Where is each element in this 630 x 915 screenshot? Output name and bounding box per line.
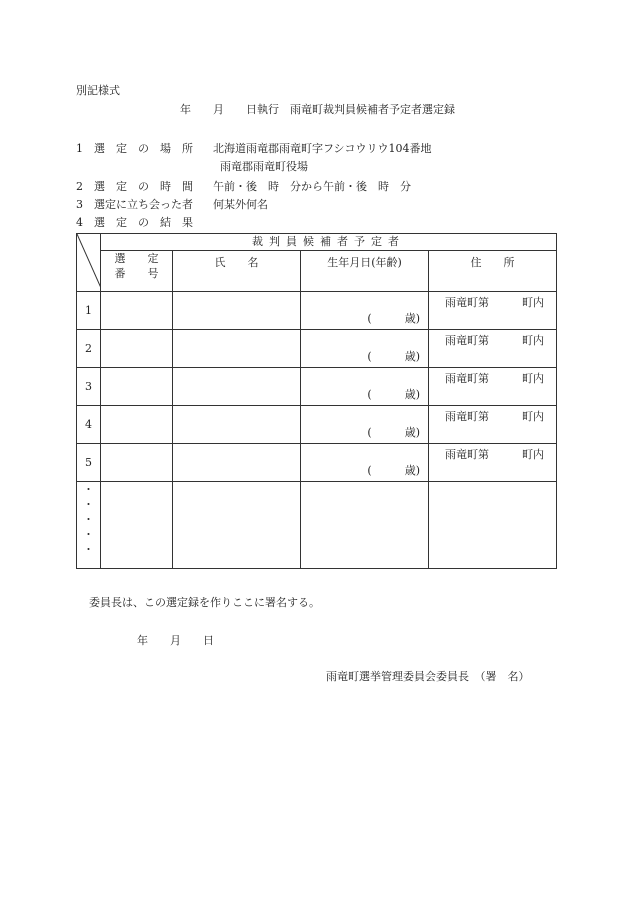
dot: ・ — [83, 483, 94, 496]
birthdate-cell — [301, 482, 429, 569]
item-3-label: 3 選定に立ち会った者 — [76, 198, 193, 211]
age-placeholder: ( 歳) — [367, 464, 420, 477]
row-number: 2 — [77, 330, 101, 368]
age-placeholder: ( 歳) — [367, 312, 420, 325]
address-placeholder: 雨竜町第 町内 — [445, 448, 544, 461]
table-row — [77, 368, 557, 406]
address-placeholder: 雨竜町第 町内 — [445, 296, 544, 309]
birthdate-cell — [301, 330, 429, 368]
item-4-label: 4 選 定 の 結 果 — [76, 216, 193, 229]
header-selection-number — [101, 251, 173, 292]
item-3-value: 何某外何名 — [213, 198, 268, 211]
table-row — [77, 444, 557, 482]
item-1-value-2: 雨竜郡雨竜町役場 — [220, 160, 308, 173]
dot: ・ — [83, 498, 94, 511]
form-label: 別記様式 — [76, 84, 120, 97]
date-line: 年 月 日 — [137, 634, 214, 647]
item-1-value: 北海道雨竜郡雨竜町字フシコウリウ104番地 — [213, 142, 432, 155]
row-number: 4 — [77, 406, 101, 444]
continuation-row — [77, 482, 557, 569]
row-number: 5 — [77, 444, 101, 482]
selection-number-cell — [101, 368, 173, 406]
signature-line: 雨竜町選挙管理委員会委員長 （署 名） — [326, 670, 530, 683]
diagonal-line — [77, 234, 101, 288]
closing-statement: 委員長は、この選定録を作りここに署名する。 — [89, 596, 320, 609]
header-name: 氏 名 — [173, 251, 301, 292]
address-cell — [429, 444, 557, 482]
row-number: 1 — [77, 292, 101, 330]
continuation-dots — [77, 482, 101, 569]
address-cell — [429, 368, 557, 406]
selection-number-cell — [101, 292, 173, 330]
address-cell — [429, 406, 557, 444]
age-placeholder: ( 歳) — [367, 350, 420, 363]
table-row — [77, 330, 557, 368]
birthdate-cell — [301, 292, 429, 330]
address-cell — [429, 330, 557, 368]
address-cell — [429, 482, 557, 569]
selection-number-cell — [101, 444, 173, 482]
item-1-label: 1 選 定 の 場 所 — [76, 142, 193, 155]
name-cell — [173, 292, 301, 330]
birthdate-cell — [301, 444, 429, 482]
header-birthdate: 生年月日(年齢) — [301, 251, 429, 292]
selection-number-cell — [101, 482, 173, 569]
address-placeholder: 雨竜町第 町内 — [445, 410, 544, 423]
dot: ・ — [83, 528, 94, 541]
address-placeholder: 雨竜町第 町内 — [445, 334, 544, 347]
diagonal-corner-cell — [77, 234, 101, 292]
name-cell — [173, 368, 301, 406]
dot: ・ — [83, 513, 94, 526]
name-cell — [173, 330, 301, 368]
address-cell — [429, 292, 557, 330]
table-row — [77, 406, 557, 444]
selection-number-cell — [101, 330, 173, 368]
document-title: 年 月 日執行 雨竜町裁判員候補者予定者選定録 — [180, 103, 455, 116]
header-selection-number-line2: 番 号 — [114, 267, 159, 280]
item-2-value: 午前・後 時 分から午前・後 時 分 — [213, 180, 411, 193]
row-number: 3 — [77, 368, 101, 406]
address-placeholder: 雨竜町第 町内 — [445, 372, 544, 385]
selection-table — [76, 233, 557, 569]
selection-number-cell — [101, 406, 173, 444]
name-cell — [173, 444, 301, 482]
age-placeholder: ( 歳) — [367, 426, 420, 439]
age-placeholder: ( 歳) — [367, 388, 420, 401]
header-address: 住 所 — [429, 251, 557, 292]
item-2-label: 2 選 定 の 時 間 — [76, 180, 193, 193]
dot: ・ — [83, 543, 94, 556]
table-row — [77, 292, 557, 330]
birthdate-cell — [301, 406, 429, 444]
table-caption: 裁判員候補者予定者 — [101, 234, 557, 251]
name-cell — [173, 406, 301, 444]
name-cell — [173, 482, 301, 569]
header-selection-number-line1: 選 定 — [114, 252, 159, 265]
birthdate-cell — [301, 368, 429, 406]
